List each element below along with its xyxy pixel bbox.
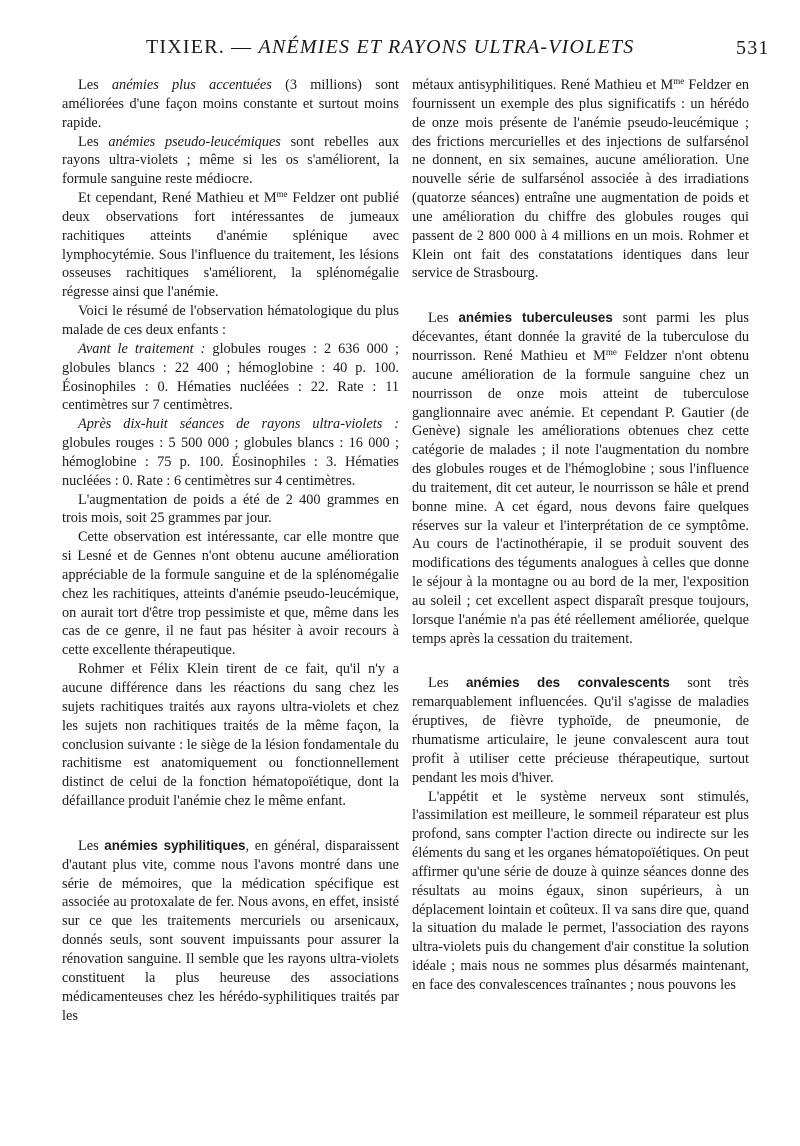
paragraph: Avant le traitement : globules rouges : 2 636 000 ; globules blancs : 22 400 ; hémoglobine : 40 p. 100. Éosinophiles : 0. Hématies nucléées : 22. Rate : 11 centimètres sur 7 centimètres.	[62, 340, 399, 414]
paragraph: Rohmer et Félix Klein tirent de ce fait, qu'il n'y a aucune différence dans les réactions du sang chez les sujets rachitiques traités aux rayons ultra-violets et chez les sujets non rachitiques traités de la même façon, la conclusion suivante : le siège de la lésion fondamentale du rachitisme est anatomiquement ou fonctionnellement distinct de celui de la fonction hématopoïétique, dont la défaillance produit l'anémie chez le même enfant.	[62, 661, 399, 810]
author-name: TIXIER. —	[146, 36, 253, 58]
paragraph: Après dix-huit séances de rayons ultra-violets : globules rouges : 5 500 000 ; globules blancs : 16 000 ; hémoglobine : 75 p. 100. Éosinophiles : 3. Hématies nucléées : 0. Rate : 6 centimètres sur 4 centimètres.	[62, 416, 399, 489]
paragraph: Et cependant, René Mathieu et $M^{me}$ Feldzer ont publié deux observations fort intéressantes de jumeaux rachitiques atteints d'anémie splénique avec lymphocytémie. Sous l'influence du traitement, les lésions osseuses rachitiques s'améliorent, la splénomégalie régresse ainsi que l'anémie.	[62, 189, 399, 301]
left-column	[62, 76, 399, 1025]
paragraph: métaux antisyphilitiques. René Mathieu et $M^{me}$ Feldzer en fournissent un exemple des plus significatifs : un hérédo de onze mois présente de l'anémie pseudo-leucémique ; des frictions mercurielles et des injections de sulfarsénol ne donnent, en six semaines, aucune amélioration. Une nouvelle série de sulfarsénol associée à des irradiations (quatorze séances) entraîne une augmentation de poids et une amélioration du chiffre des globules rouges qui passent de 2 800 000 à 4 millions en un mois. Rohmer et Klein ont fait des constatations identiques dans leur service de Strasbourg.	[412, 76, 750, 282]
paragraph: Les anémies des convalescents sont très remarquablement influencées. Qu'il s'agisse de maladies éruptives, de fièvre typhoïde, de pneumonie, de rhumatisme articulaire, le jeune convalescent aura tout profit à utiliser cette précieuse thérapeutique, surtout pendant les mois d'hiver.	[412, 675, 749, 786]
paragraph: Cette observation est intéressante, car elle montre que si Lesné et de Gennes n'ont obtenu aucune amélioration appréciable de la formule sanguine et de la splénomégalie chez les rachitiques, atteints d'anémie pseudo-leucémique, on aurait tort d'être trop pessimiste et que, même dans les cas de ce genre, il ne faut pas hésiter à avoir recours à cette excellente thérapeutique.	[62, 529, 399, 659]
article-title: ANÉMIES ET RAYONS ULTRA-VIOLETS	[258, 36, 635, 58]
paragraph: Voici le résumé de l'observation hématologique du plus malade de ces deux enfants :	[62, 303, 399, 338]
paragraph: L'augmentation de poids a été de 2 400 grammes en trois mois, soit 25 grammes par jour.	[62, 491, 399, 527]
running-header	[0, 36, 800, 66]
right-column	[412, 76, 749, 995]
paragraph: Les anémies plus accentuées (3 millions) sont améliorées d'une façon moins constante et surtout moins rapide.	[62, 77, 399, 131]
paragraph: L'appétit et le système nerveux sont stimulés, l'assimilation est meilleure, le sommeil réparateur est plus profond, sans compter l'action directe ou indirecte sur les éléments du sang et les organes hématopoïétiques. On peut affirmer qu'une série de douze à quinze séances donne des résultats au moins égaux, sinon supérieurs, à un déplacement lointain et coûteux. Il va sans dire que, quand la situation du malade le permet, l'association des rayons ultra-violets puis du changement d'air constitue la solution idéale ; mais nous ne sommes plus désarmés maintenant, en face des convalescences traînantes ; nous pouvons les	[412, 788, 749, 993]
page-number: 531	[736, 37, 770, 59]
running-title	[146, 36, 634, 59]
paragraph: Les anémies pseudo-leucémiques sont rebelles aux rayons ultra-violets ; même si les os s'améliorent, la formule sanguine reste médiocre.	[62, 133, 400, 188]
paragraph: Les anémies tuberculeuses sont parmi les plus décevantes, étant donnée la gravité de la tuberculose du nourrisson. René Mathieu et $M^{me}$ Feldzer n'ont obtenu aucune amélioration de la formule sanguine chez un nourrisson de onze mois atteint de tuberculose ganglionnaire avec anémie. Et cependant P. Gautier (de Genève) signale les améliorations obtenues chez cette catégorie de malades ; il note l'augmentation du nombre des globules rouges et de l'hémoglobine ; sous l'influence du traitement, dit cet auteur, le nourrisson se hâle et prend bonne mine. A cet égard, nous devons faire quelques réserves sur la valeur et l'interprétation de ce symptôme. Au cours de l'actinothérapie, il se produit souvent des modifications des téguments analogues à celles que donne le séjour à la montagne ou au bord de la mer, l'exposition au soleil ; cet excellent aspect disparaît presque toujours, lorsque l'anémie n'a pas été réellement améliorée, quelque temps après la cessation du traitement.	[412, 310, 749, 647]
paragraph: Les anémies syphilitiques, en général, disparaissent d'autant plus vite, comme nous l'avons montré dans une série de mémoires, que la médication spécifique est associée au protoxalate de fer. Nous avons, en effet, insisté sur ce que les traitements mercuriels ou arsenicaux, donnés seuls, sont souvent impuissants pour assurer la rénovation sanguine. Il semble que les rayons ultra-violets constituent la plus heureuse des associations médicamenteuses chez les hérédo-syphilitiques traités par les	[62, 837, 399, 1024]
